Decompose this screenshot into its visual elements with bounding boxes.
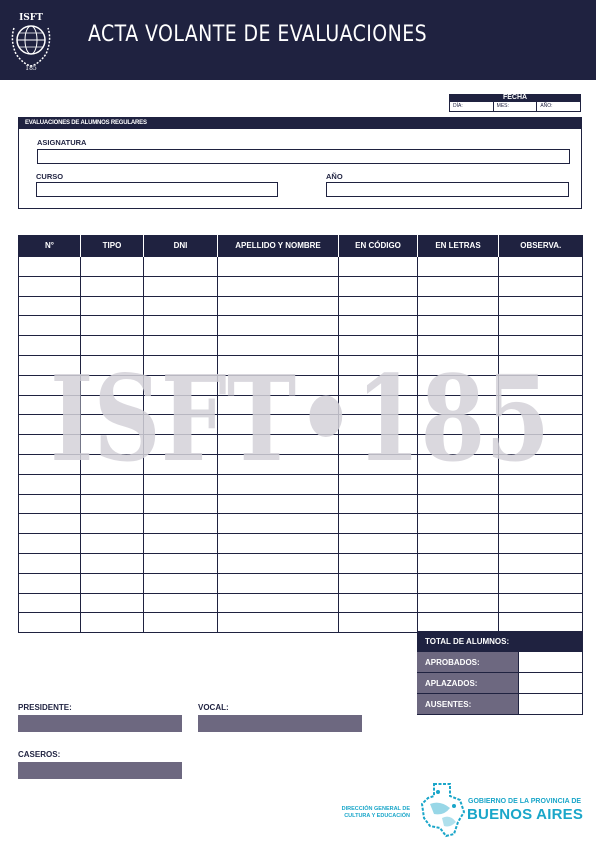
table-cell[interactable] [418, 276, 499, 296]
table-cell[interactable] [81, 494, 144, 514]
table-cell[interactable] [499, 613, 583, 633]
anio-field[interactable] [326, 182, 569, 197]
table-cell[interactable] [339, 514, 418, 534]
table-cell[interactable] [144, 474, 218, 494]
column-header-tipo: TIPO [81, 235, 144, 257]
table-cell[interactable] [218, 514, 339, 534]
table-cell[interactable] [339, 613, 418, 633]
presidente-label: PRESIDENTE: [18, 703, 72, 712]
table-cell[interactable] [144, 494, 218, 514]
table-cell[interactable] [19, 494, 81, 514]
table-cell[interactable] [418, 474, 499, 494]
column-header-dni: DNI [144, 235, 218, 257]
direccion-line-2: CULTURA Y EDUCACIÓN [344, 813, 410, 819]
direccion-general-logo [322, 806, 410, 820]
table-row [19, 514, 583, 534]
caseros-label: CASEROS: [18, 750, 61, 759]
table-cell[interactable] [418, 613, 499, 633]
table-row [19, 593, 583, 613]
table-cell[interactable] [339, 593, 418, 613]
table-cell[interactable] [144, 316, 218, 336]
ausentes-label: AUSENTES: [417, 694, 518, 715]
asignatura-field[interactable] [37, 149, 570, 164]
table-cell[interactable] [218, 257, 339, 277]
table-cell[interactable] [218, 553, 339, 573]
table-row [19, 534, 583, 554]
table-cell[interactable] [19, 474, 81, 494]
table-cell[interactable] [339, 494, 418, 514]
fecha-mes-field[interactable]: MES: [494, 102, 538, 111]
total-alumnos-label: TOTAL DE ALUMNOS: [417, 631, 583, 652]
aplazados-row [417, 673, 583, 694]
table-cell[interactable] [144, 553, 218, 573]
aplazados-label: APLAZADOS: [417, 673, 518, 694]
table-cell[interactable] [499, 296, 583, 316]
table-cell[interactable] [418, 553, 499, 573]
ausentes-row [417, 694, 583, 715]
table-cell[interactable] [218, 494, 339, 514]
fecha-anio-field[interactable]: AÑO: [540, 103, 553, 109]
table-cell[interactable] [19, 553, 81, 573]
caseros-field[interactable] [18, 762, 182, 779]
logo-text: ISFT [19, 13, 43, 23]
page-title: ACTA VOLANTE DE EVALUACIONES [88, 22, 428, 47]
table-row [19, 573, 583, 593]
table-cell[interactable] [144, 257, 218, 277]
table-cell[interactable] [218, 593, 339, 613]
table-cell[interactable] [499, 474, 583, 494]
table-cell[interactable] [144, 613, 218, 633]
table-row [19, 553, 583, 573]
curso-field[interactable] [36, 182, 278, 197]
table-cell[interactable] [144, 534, 218, 554]
table-row [19, 316, 583, 336]
table-row [19, 613, 583, 633]
table-cell[interactable] [144, 593, 218, 613]
table-row [19, 296, 583, 316]
presidente-field[interactable] [18, 715, 182, 732]
fecha-title: FECHA [449, 94, 581, 102]
info-section-title: EVALUACIONES DE ALUMNOS REGULARES [19, 118, 581, 129]
table-cell[interactable] [499, 257, 583, 277]
table-cell[interactable] [81, 613, 144, 633]
table-cell[interactable] [19, 257, 81, 277]
vocal-label: VOCAL: [198, 703, 229, 712]
table-cell[interactable] [418, 534, 499, 554]
info-section [18, 117, 582, 209]
table-cell[interactable] [218, 276, 339, 296]
table-row [19, 257, 583, 277]
asignatura-label: ASIGNATURA [37, 138, 87, 147]
table-cell[interactable] [499, 573, 583, 593]
totals-panel [417, 631, 583, 715]
table-header-row [19, 235, 583, 257]
table-cell[interactable] [19, 316, 81, 336]
table-cell[interactable] [418, 316, 499, 336]
column-header-en-codigo: EN CÓDIGO [339, 235, 418, 257]
table-cell[interactable] [19, 573, 81, 593]
table-cell[interactable] [144, 514, 218, 534]
table-cell[interactable] [218, 316, 339, 336]
aprobados-label: APROBADOS: [417, 652, 518, 673]
column-header-observaciones: OBSERVA. [499, 235, 583, 257]
table-cell[interactable] [499, 534, 583, 554]
direccion-line-1: DIRECCIÓN GENERAL DE [341, 806, 410, 812]
fecha-box [449, 94, 581, 112]
table-cell[interactable] [418, 514, 499, 534]
table-cell[interactable] [339, 316, 418, 336]
table-cell[interactable] [418, 573, 499, 593]
table-cell[interactable] [218, 474, 339, 494]
table-cell[interactable] [81, 316, 144, 336]
table-cell[interactable] [418, 593, 499, 613]
curso-label: CURSO [36, 172, 64, 181]
table-cell[interactable] [144, 296, 218, 316]
table-cell[interactable] [144, 573, 218, 593]
column-header-apellido-nombre: APELLIDO Y NOMBRE [218, 235, 339, 257]
table-cell[interactable] [144, 276, 218, 296]
buenos-aires-label: BUENOS AIRES [467, 806, 584, 823]
aprobados-field[interactable] [518, 652, 583, 673]
table-cell[interactable] [339, 276, 418, 296]
table-cell[interactable] [339, 296, 418, 316]
table-cell[interactable] [418, 257, 499, 277]
table-cell[interactable] [218, 534, 339, 554]
vocal-field[interactable] [198, 715, 362, 732]
table-cell[interactable] [418, 494, 499, 514]
table-cell[interactable] [339, 553, 418, 573]
table-cell[interactable] [81, 514, 144, 534]
table-cell[interactable] [81, 553, 144, 573]
table-cell[interactable] [339, 474, 418, 494]
table-cell[interactable] [19, 276, 81, 296]
aplazados-field[interactable] [518, 673, 583, 694]
table-cell[interactable] [339, 257, 418, 277]
column-header-en-letras: EN LETRAS [418, 235, 499, 257]
table-cell[interactable] [499, 276, 583, 296]
table-cell[interactable] [499, 514, 583, 534]
table-cell[interactable] [19, 296, 81, 316]
table-cell[interactable] [81, 474, 144, 494]
gobierno-label: GOBIERNO DE LA PROVINCIA DE [468, 798, 582, 805]
table-cell[interactable] [81, 593, 144, 613]
table-cell[interactable] [81, 276, 144, 296]
table-cell[interactable] [499, 494, 583, 514]
header-banner [0, 0, 596, 80]
fecha-row [449, 102, 581, 112]
table-cell[interactable] [19, 613, 81, 633]
table-cell[interactable] [218, 613, 339, 633]
table-cell[interactable] [418, 296, 499, 316]
table-cell[interactable] [81, 534, 144, 554]
table-cell[interactable] [19, 534, 81, 554]
column-header-numero: N° [19, 235, 81, 257]
table-cell[interactable] [339, 534, 418, 554]
aprobados-row [417, 652, 583, 673]
table-row [19, 474, 583, 494]
province-map-icon [420, 782, 466, 838]
logo-number: 185 [25, 65, 37, 72]
table-cell[interactable] [218, 573, 339, 593]
fecha-dia-field[interactable]: DÍA: [450, 102, 494, 111]
table-cell[interactable] [499, 553, 583, 573]
table-row [19, 276, 583, 296]
anio-label: AÑO [326, 172, 343, 181]
table-cell[interactable] [19, 593, 81, 613]
table-cell[interactable] [81, 573, 144, 593]
table-cell[interactable] [499, 316, 583, 336]
watermark [48, 352, 552, 476]
ausentes-field[interactable] [518, 694, 583, 715]
table-cell[interactable] [339, 573, 418, 593]
table-cell[interactable] [499, 593, 583, 613]
table-cell[interactable] [81, 257, 144, 277]
table-row [19, 494, 583, 514]
table-cell[interactable] [218, 296, 339, 316]
watermark-text: ISFT•185 [50, 352, 550, 476]
table-cell[interactable] [81, 296, 144, 316]
isft-logo [10, 6, 56, 72]
table-cell[interactable] [19, 514, 81, 534]
